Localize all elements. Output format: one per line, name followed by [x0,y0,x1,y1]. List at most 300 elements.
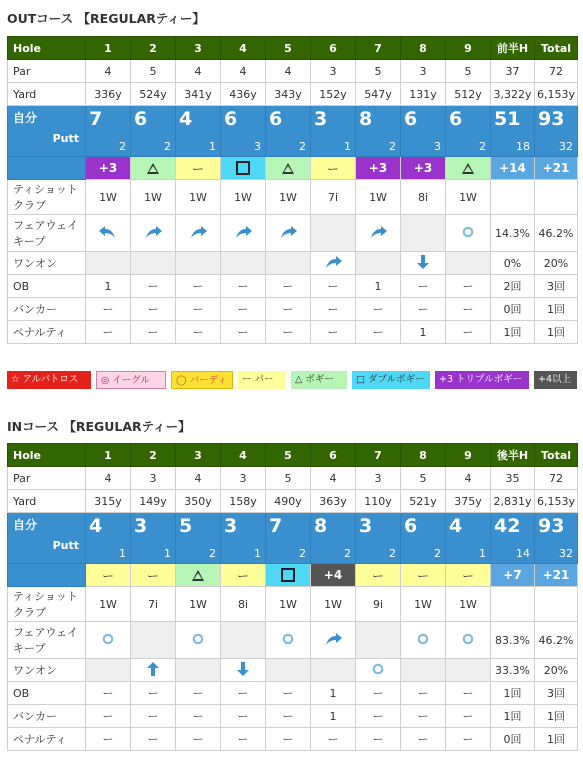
result-cell [266,564,311,587]
score-cell [401,106,446,157]
result-value: ー [371,568,384,583]
yard-value: 3,322y [493,87,532,101]
putt-value: 2 [434,547,441,560]
score-cell [221,106,266,157]
putt-value: 3 [434,140,441,153]
ob-cell [221,682,266,705]
ob-value: ー [147,280,159,293]
par-cell [176,60,221,83]
yard-cell [221,490,266,513]
header-value: 3 [194,448,202,462]
putt-value: 2 [299,547,306,560]
par-cell [446,467,491,490]
yard-label [8,490,86,513]
bk-value: ー [192,303,204,316]
score-value: 51 [494,108,521,130]
ob-value: ー [102,687,114,700]
fw-cell [221,215,266,252]
tee-cell [266,180,311,215]
one-row [8,659,578,682]
yard-cell [491,83,535,106]
yard-cell [446,490,491,513]
putt-value: 3 [254,140,261,153]
bk-value: ー [417,303,429,316]
result-total: +14 [499,161,526,175]
header-value: 5 [284,41,292,55]
tee-club-value: 1W [99,597,117,611]
header-value: 7 [374,448,382,462]
fw-cell [491,215,535,252]
yard-cell [176,490,221,513]
one-row [8,252,578,275]
pn-label [8,728,86,751]
tee-club-value: 1W [414,597,432,611]
result-total: +7 [503,568,522,582]
score-value: 3 [224,515,238,537]
ob-cell [446,275,491,298]
right-arrow-icon [278,224,298,243]
yard-label [8,83,86,106]
yard-row [8,83,578,106]
score-value: 6 [404,108,418,130]
yard-row [8,490,578,513]
yard-value: 149y [139,494,167,508]
header-cell [311,444,356,467]
one-cell [311,659,356,682]
legend-birdie: ◯ バーディ [171,371,233,389]
tee-club-value: 1W [459,190,477,204]
pn-value: 1回 [547,733,565,746]
yard-value: 6,153y [536,87,575,101]
pn-cell [491,321,535,344]
one-cell [446,659,491,682]
yard-cell [311,490,356,513]
ob-value: ー [282,687,294,700]
par-cell [131,467,176,490]
tee-cell [535,180,578,215]
header-cell [86,444,131,467]
header-cell [401,444,446,467]
par-value: 3 [419,64,427,78]
one-label-text: ワンオン [13,257,57,270]
pn-value: ー [282,326,294,339]
legend-four-over: +4以上 [534,371,577,389]
par-value: 5 [419,471,427,485]
par-cell [535,467,578,490]
ob-value: ー [417,280,429,293]
par-value: 5 [284,471,292,485]
tee-club-value: 8i [417,190,429,204]
tee-club-value: 1W [234,190,252,204]
score-value: 42 [494,515,521,537]
result-row [8,157,578,180]
result-cell [401,157,446,180]
down-arrow-icon [236,661,250,680]
yard-value: 341y [184,87,212,101]
tee-label-text: ティショット クラブ [13,183,78,212]
bk-cell [221,298,266,321]
result-cell [221,157,266,180]
in-course-title: INコース 【REGULARティー】 [7,419,191,434]
result-value: ー [191,161,204,176]
tee-cell [86,587,131,622]
putt-value: 2 [389,140,396,153]
ob-cell [176,275,221,298]
tee-cell [176,180,221,215]
putt-value: 18 [516,140,530,153]
ob-cell [266,682,311,705]
yard-cell [401,490,446,513]
yard-value: 436y [229,87,257,101]
yard-value: 152y [319,87,347,101]
yard-value: 110y [364,494,392,508]
right-arrow-icon [188,224,208,243]
par-cell [266,60,311,83]
self-score-row [8,513,578,564]
fw-label-text: フェアウェイ キープ [13,219,79,248]
circle-icon [192,633,204,648]
tee-cell [221,587,266,622]
result-cell [446,157,491,180]
score-value: 3 [314,108,328,130]
yard-cell [266,490,311,513]
result-value: ー [326,161,339,176]
par-label-text: Par [13,471,31,485]
fw-row [8,622,578,659]
score-cell [131,513,176,564]
pn-cell [401,728,446,751]
score-cell [491,106,535,157]
pn-cell [266,321,311,344]
pn-value: 1回 [503,326,522,339]
putt-value: 1 [209,140,216,153]
par-cell [266,467,311,490]
putt-value: 2 [209,547,216,560]
par-cell [535,60,578,83]
pn-row [8,728,578,751]
header-cell [491,37,535,60]
header-cell [356,444,401,467]
pn-cell [356,728,401,751]
result-value: +3 [98,161,118,175]
tee-cell [131,180,176,215]
result-cell [311,564,356,587]
ob-cell [356,275,401,298]
fw-cell [131,215,176,252]
one-cell [446,252,491,275]
tee-label-text: ティショット クラブ [13,590,78,619]
pn-value: 0回 [503,733,522,746]
bk-value: ー [147,710,159,723]
yard-cell [311,83,356,106]
fw-cell [311,622,356,659]
par-value: 4 [284,64,292,78]
ob-value: ー [462,687,474,700]
pn-label [8,321,86,344]
ob-value: ー [147,687,159,700]
bk-cell [401,298,446,321]
score-value: 5 [179,515,193,537]
fw-cell [401,215,446,252]
self-label-text: 自分 [13,518,38,532]
pn-value: ー [327,326,339,339]
bk-cell [176,705,221,728]
bk-cell [266,298,311,321]
result-cell [401,564,446,587]
bk-value: 1回 [503,710,522,723]
par-value: 4 [194,471,202,485]
score-cell [356,106,401,157]
bk-value: 1回 [547,710,565,723]
yard-value: 512y [454,87,482,101]
header-cell [535,444,578,467]
result-value: ー [101,568,114,583]
pn-value: ー [192,326,204,339]
fw-cell [401,622,446,659]
pn-cell [311,321,356,344]
yard-cell [266,83,311,106]
down-arrow-icon [416,254,430,273]
fw-value: 46.2% [538,633,574,647]
pn-value: ー [327,733,339,746]
score-cell [266,513,311,564]
result-cell [491,157,535,180]
bk-row [8,298,578,321]
out-scorecard-table [7,36,578,344]
ob-value: ー [282,280,294,293]
self-label-text: 自分 [13,111,38,125]
par-cell [311,467,356,490]
ob-row [8,682,578,705]
ob-cell [311,275,356,298]
bk-value: 1回 [547,303,565,316]
ob-value: 3回 [547,687,565,700]
par-value: 72 [549,471,563,485]
par-value: 72 [549,64,563,78]
header-cell [221,444,266,467]
circle-icon [102,633,114,648]
par-cell [221,60,266,83]
tee-club-value: 9i [372,597,384,611]
pn-cell [86,321,131,344]
tee-club-row [8,180,578,215]
ob-value: ー [237,280,249,293]
pn-value: ー [462,733,474,746]
double-bogey-square-icon [236,161,250,175]
fw-cell [535,622,578,659]
legend-triple-bogey: +3 トリプルボギー [435,371,529,389]
in-scorecard-table [7,443,578,751]
yard-label-text: Yard [13,494,37,508]
score-legend [7,371,577,391]
tee-cell [491,587,535,622]
putt-value: 1 [479,547,486,560]
result-total: +21 [542,161,570,175]
ob-value: 1 [374,279,382,293]
header-value: 2 [149,448,157,462]
par-cell [356,467,401,490]
yard-cell [356,83,401,106]
tee-club-value: 1W [459,597,477,611]
result-cell [176,157,221,180]
one-cell [311,252,356,275]
tee-club-row [8,587,578,622]
tee-label [8,587,86,622]
header-value: 5 [284,448,292,462]
header-cell [176,444,221,467]
pn-cell [86,728,131,751]
par-cell [131,60,176,83]
header-value: 前半H [496,42,529,55]
putt-value: 2 [119,140,126,153]
yard-value: 350y [184,494,212,508]
result-cell [131,157,176,180]
result-value: ー [146,568,159,583]
tee-club-value: 1W [279,597,297,611]
ob-value: ー [417,687,429,700]
header-cell [266,37,311,60]
par-cell [401,60,446,83]
header-label [8,37,86,60]
bk-label-text: バンカー [13,710,57,723]
one-cell [356,252,401,275]
bk-cell [356,705,401,728]
putt-value: 2 [299,140,306,153]
ob-label-text: OB [13,686,30,700]
yard-value: 131y [409,87,437,101]
bk-cell [491,298,535,321]
one-cell [356,659,401,682]
bk-label [8,298,86,321]
bk-cell [491,705,535,728]
tee-cell [221,180,266,215]
one-cell [221,252,266,275]
result-cell [535,157,578,180]
score-cell [86,106,131,157]
ob-label-text: OB [13,279,30,293]
tee-cell [356,180,401,215]
legend-albatross: ☆ アルバトロス [7,371,91,389]
circle-icon [282,633,294,648]
score-cell [446,106,491,157]
fw-cell [131,622,176,659]
bk-value: ー [192,710,204,723]
yard-value: 490y [274,494,302,508]
fw-cell [446,622,491,659]
fw-cell [266,215,311,252]
ob-row [8,275,578,298]
yard-cell [221,83,266,106]
bk-value: ー [147,303,159,316]
fw-cell [176,622,221,659]
score-value: 6 [449,108,463,130]
one-cell [491,659,535,682]
score-value: 3 [134,515,148,537]
result-cell [266,157,311,180]
one-cell [86,659,131,682]
tee-cell [311,587,356,622]
right-arrow-icon [233,224,253,243]
putt-value: 32 [559,547,573,560]
header-value: 6 [329,41,337,55]
result-cell [491,564,535,587]
score-cell [311,513,356,564]
par-value: 5 [149,64,157,78]
header-label-text: Hole [13,41,41,55]
ob-cell [491,275,535,298]
par-value: 4 [104,64,112,78]
bk-cell [86,705,131,728]
fw-label [8,622,86,659]
header-value: 2 [149,41,157,55]
one-cell [491,252,535,275]
ob-cell [491,682,535,705]
par-value: 3 [329,64,337,78]
score-value: 6 [224,108,238,130]
bk-cell [311,705,356,728]
header-value: 8 [419,448,427,462]
putt-value: 1 [254,547,261,560]
score-value: 93 [538,108,565,130]
par-value: 5 [464,64,472,78]
result-cell [131,564,176,587]
score-value: 8 [314,515,328,537]
putt-value: 1 [344,140,351,153]
ob-cell [86,275,131,298]
pn-cell [446,321,491,344]
yard-cell [86,83,131,106]
tee-club-value: 1W [324,597,342,611]
fw-cell [266,622,311,659]
yard-cell [176,83,221,106]
fw-value: 46.2% [538,226,574,240]
one-value: 0% [503,256,522,270]
yard-cell [131,83,176,106]
header-value: 6 [329,448,337,462]
one-value: 33.3% [495,663,530,677]
score-value: 8 [359,108,373,130]
result-cell [86,564,131,587]
circle-icon [372,663,384,678]
tee-cell [491,180,535,215]
pn-value: ー [417,733,429,746]
one-cell [86,252,131,275]
fw-value: 83.3% [495,633,530,647]
par-value: 35 [505,471,520,485]
score-value: 4 [449,515,463,537]
result-cell [176,564,221,587]
circle-icon [462,633,474,648]
pn-cell [535,321,578,344]
putt-value: 1 [119,547,126,560]
header-cell [131,37,176,60]
one-cell [221,659,266,682]
ob-value: 1回 [503,687,522,700]
result-value: ー [416,568,429,583]
result-value: +3 [368,161,388,175]
ob-value: 1 [329,686,337,700]
pn-cell [176,321,221,344]
ob-cell [176,682,221,705]
tee-cell [535,587,578,622]
bk-label-text: バンカー [13,303,57,316]
one-cell [266,252,311,275]
score-cell [266,106,311,157]
bk-value: 0回 [503,303,522,316]
bk-value: ー [282,710,294,723]
yard-cell [491,490,535,513]
score-value: 7 [269,515,283,537]
